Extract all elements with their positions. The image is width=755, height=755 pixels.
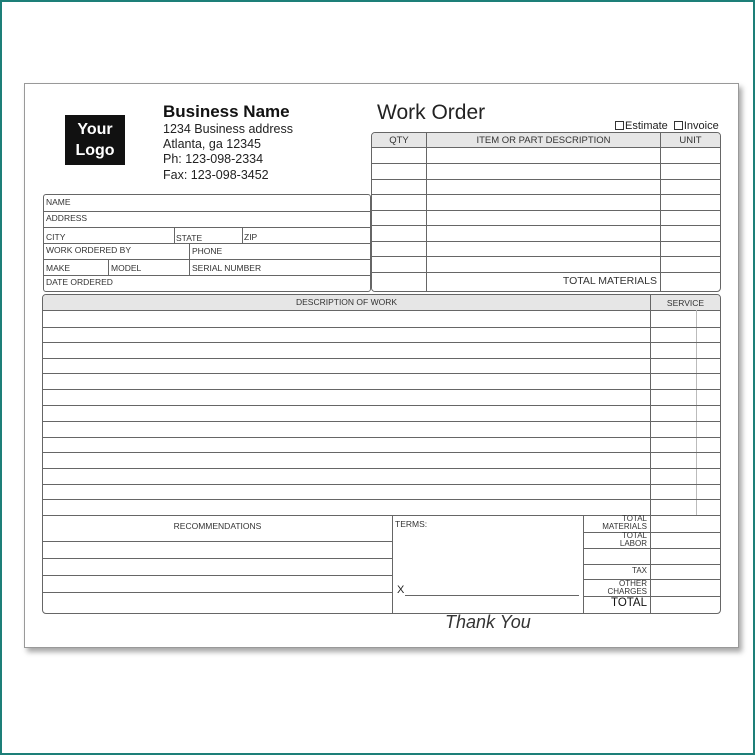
summary-line: [583, 532, 720, 533]
name-label: NAME: [46, 197, 71, 207]
recommendations-line: [43, 575, 392, 576]
work-row-line: [43, 452, 720, 453]
customer-info-block: [43, 194, 371, 292]
estimate-label: Estimate: [625, 120, 668, 132]
work-ordered-by-label: WORK ORDERED BY: [46, 245, 132, 255]
materials-row-line: [372, 194, 720, 195]
unit-header: UNIT: [679, 135, 702, 146]
materials-table: [371, 132, 721, 292]
make-model-serial-row[interactable]: [44, 259, 370, 276]
summary-line: [583, 579, 720, 580]
grand-total-label: TOTAL: [611, 597, 647, 609]
tax-label: TAX: [632, 566, 647, 575]
phone-label: PHONE: [192, 246, 223, 256]
business-phone: Ph: 123-098-2334: [163, 152, 264, 166]
business-address: 1234 Business address: [163, 122, 293, 136]
signature-line[interactable]: [405, 595, 579, 596]
make-label: MAKE: [46, 263, 71, 273]
terms-label: TERMS:: [395, 519, 428, 529]
total-materials-summary-label: [602, 515, 647, 531]
work-header: [43, 295, 720, 311]
recommendations-line: [43, 592, 392, 593]
materials-row-line: [372, 163, 720, 164]
work-row-line: [43, 468, 720, 469]
description-header: ITEM OR PART DESCRIPTION: [476, 135, 611, 146]
recommendations-label: RECOMMENDATIONS: [173, 521, 262, 531]
name-row[interactable]: [44, 195, 370, 212]
total-materials-line-2: MATERIALS: [602, 522, 647, 531]
recommendations-divider: [392, 515, 393, 613]
work-row-line: [43, 405, 720, 406]
total-labor-line-2: LABOR: [619, 539, 647, 548]
materials-row-line: [372, 210, 720, 211]
estimate-checkbox[interactable]: [615, 121, 624, 130]
summary-line: [583, 596, 720, 597]
address-row[interactable]: [44, 211, 370, 228]
materials-row-line: [372, 241, 720, 242]
total-materials-label: TOTAL MATERIALS: [562, 275, 657, 287]
work-row-line: [43, 342, 720, 343]
work-row-line: [43, 373, 720, 374]
serial-number-label: SERIAL NUMBER: [192, 263, 262, 273]
company-logo: [65, 115, 125, 165]
work-ordered-row[interactable]: [44, 243, 370, 260]
recommendations-line: [43, 541, 392, 542]
city-state-zip-row[interactable]: [44, 227, 370, 244]
service-cents-divider: [696, 310, 697, 516]
materials-row-line: [372, 256, 720, 257]
other-charges-label: [607, 580, 647, 596]
total-materials-line-1: TOTAL: [621, 514, 647, 523]
form-title: Work Order: [377, 101, 486, 124]
work-row-line: [43, 327, 720, 328]
total-labor-line-1: TOTAL: [621, 531, 647, 540]
materials-row-line: [372, 179, 720, 180]
invoice-checkbox[interactable]: [674, 121, 683, 130]
work-row-line: [43, 358, 720, 359]
qty-column-divider: [426, 133, 427, 291]
other-charges-line-2: CHARGES: [607, 587, 647, 596]
logo-line-1: Your: [77, 121, 113, 138]
work-row-line: [43, 421, 720, 422]
recommendations-line: [43, 558, 392, 559]
signature-x-mark: X: [397, 584, 405, 596]
business-fax: Fax: 123-098-3452: [163, 168, 269, 182]
zip-label: ZIP: [244, 232, 258, 242]
materials-row-line: [372, 225, 720, 226]
divider: [242, 227, 243, 243]
invoice-label: Invoice: [683, 120, 719, 132]
date-ordered-label: DATE ORDERED: [46, 277, 113, 287]
business-name: Business Name: [163, 102, 290, 121]
divider: [108, 259, 109, 275]
total-row-mask: [372, 272, 426, 292]
work-row-line: [43, 484, 720, 485]
date-ordered-row[interactable]: [44, 275, 370, 290]
thank-you-text: Thank You: [445, 612, 531, 632]
summary-line: [583, 548, 720, 549]
address-label: ADDRESS: [46, 213, 88, 223]
total-labor-summary-label: [620, 532, 647, 548]
divider: [189, 243, 190, 259]
work-row-line: [43, 389, 720, 390]
materials-row-line: [372, 272, 426, 273]
other-charges-line-1: OTHER: [619, 579, 647, 588]
unit-column-divider: [660, 133, 661, 291]
work-order-sheet: [24, 83, 739, 648]
state-label: STATE: [176, 233, 203, 243]
materials-header: [372, 133, 720, 148]
qty-header: QTY: [389, 135, 409, 146]
city-label: CITY: [46, 232, 66, 242]
service-header: SERVICE: [666, 298, 705, 308]
description-of-work-table: [42, 294, 721, 614]
logo-line-2: Logo: [75, 142, 115, 159]
business-city: Atlanta, ga 12345: [163, 137, 261, 151]
document-type-options: [615, 120, 719, 132]
divider: [189, 259, 190, 275]
model-label: MODEL: [111, 263, 142, 273]
work-row-line: [43, 499, 720, 500]
work-row-line: [43, 437, 720, 438]
description-of-work-header: DESCRIPTION OF WORK: [295, 297, 398, 307]
summary-line: [583, 564, 720, 565]
divider: [174, 227, 175, 243]
